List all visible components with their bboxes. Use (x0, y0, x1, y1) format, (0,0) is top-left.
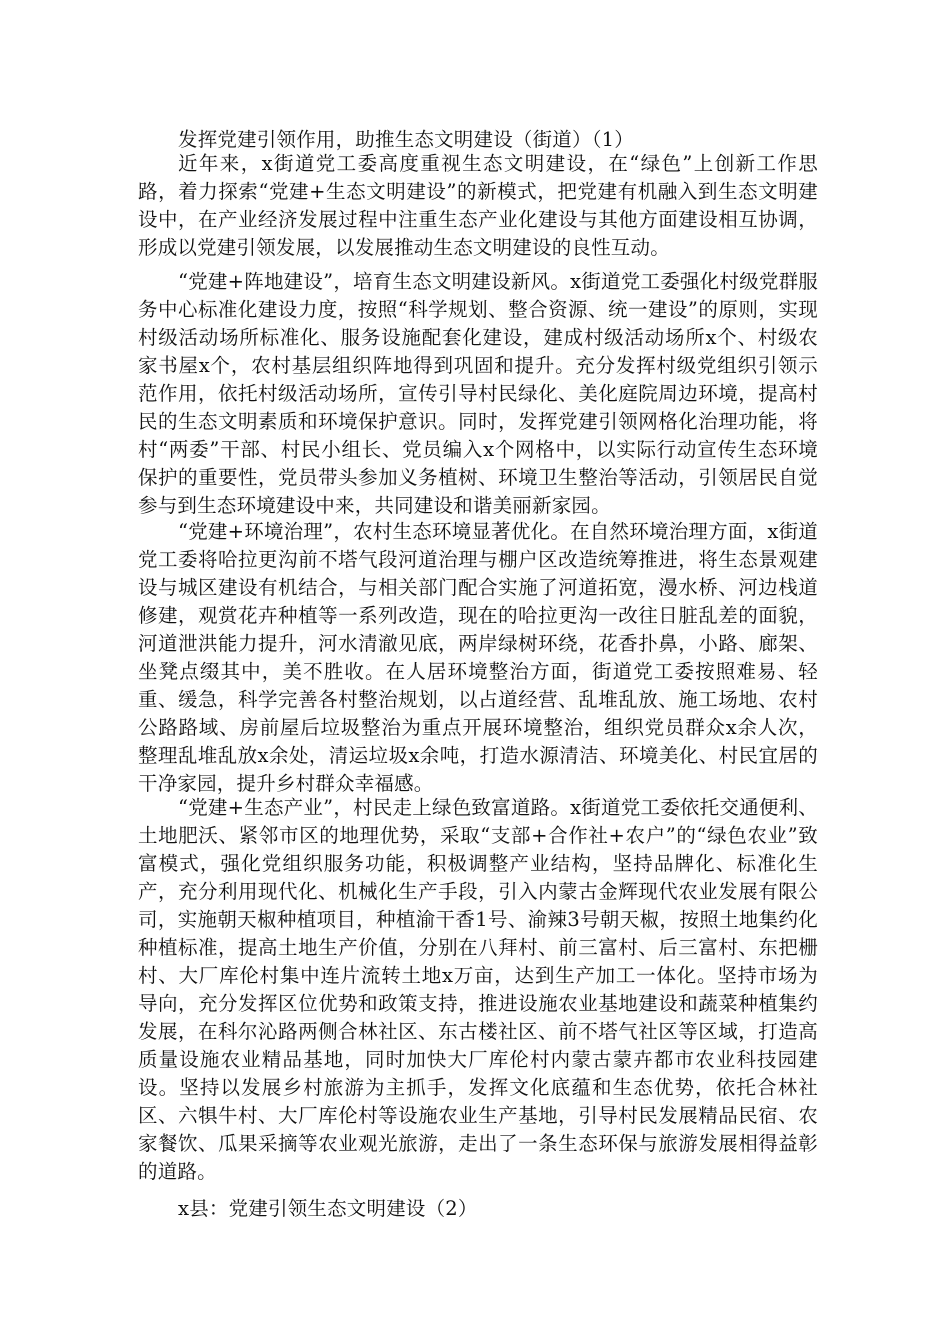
paragraph-environment-governance: “党建+环境治理”，农村生态环境显著优化。在自然环境治理方面，x街道党工委将哈拉更沟前不塔气段河道治理与棚户区改造统筹推进，将生态景观建设与城区建设有机结合，与相关部门配合实施了河道拓宽，漫水桥、河边栈道修建，观赏花卉种植等一系列改造，现在的哈拉更沟一改往日脏乱差的面貌，河道泄洪能力提升，河水清澈见底，两岸绿树环绕，花香扑鼻，小路、廊架、坐凳点缀其中，美不胜收。在人居环境整治方面，街道党工委按照难易、轻重、缓急，科学完善各村整治规划，以占道经营、乱堆乱放、施工场地、农村公路路域、房前屋后垃圾整治为重点开展环境整治，组织党员群众x余人次，整理乱堆乱放x余处，清运垃圾x余吨，打造水源清洁、环境美化、村民宜居的干净家园，提升乡村群众幸福感。 (138, 520, 818, 795)
document-title: 发挥党建引领作用，助推生态文明建设（街道）（1） (178, 128, 634, 151)
paragraph-intro: 近年来，x街道党工委高度重视生态文明建设，在“绿色”上创新工作思路，着力探索“党建+生态文明建设”的新模式，把党建有机融入到生态文明建设中，在产业经济发展过程中注重生态产业化建设与其他方面建设相互协调，形成以党建引领发展，以发展推动生态文明建设的良性互动。 (138, 152, 818, 259)
paragraph-position-building: “党建+阵地建设”，培育生态文明建设新风。x街道党工委强化村级党群服务中心标准化建设力度，按照“科学规划、整合资源、统一建设”的原则，实现村级活动场所标准化、服务设施配套化建设，建成村级活动场所x个、村级农家书屋x个，农村基层组织阵地得到巩固和提升。充分发挥村级党组织引领示范作用，依托村级活动场所，宣传引导村民绿化、美化庭院周边环境，提高村民的生态文明素质和环境保护意识。同时，发挥党建引领网格化治理功能，将村“两委”干部、村民小组长、党员编入x个网格中，以实际行动宣传生态环境保护的重要性，党员带头参加义务植树、环境卫生整治等活动，引领居民自觉参与到生态环境建设中来，共同建设和谐美丽新家园。 (138, 270, 818, 517)
paragraph-ecological-industry: “党建+生态产业”，村民走上绿色致富道路。x街道党工委依托交通便利、土地肥沃、紧邻市区的地理优势，采取“支部+合作社+农户”的“绿色农业”致富模式，强化党组织服务功能，积极调整产业结构，坚持品牌化、标准化生产，充分利用现代化、机械化生产手段，引入内蒙古金辉现代农业发展有限公司，实施朝天椒种植项目，种植渝干香1号、渝辣3号朝天椒，按照土地集约化种植标准，提高土地生产价值，分别在八拜村、前三富村、后三富村、东把栅村、大厂库伦村集中连片流转土地x万亩，达到生产加工一体化。坚持市场为导向，充分发挥区位优势和政策支持，推进设施农业基地建设和蔬菜种植集约发展，在科尔沁路两侧合林社区、东古楼社区、前不塔气社区等区域，打造高质量设施农业精品基地，同时加快大厂库伦村内蒙古蒙卉都市农业科技园建设。坚持以发展乡村旅游为主抓手，发挥文化底蕴和生态优势，依托合林社区、六犋牛村、大厂库伦村等设施农业生产基地，引导村民发展精品民宿、农家餐饮、瓜果采摘等农业观光旅游，走出了一条生态环保与旅游发展相得益彰的道路。 (138, 796, 818, 1183)
next-section-title: x县：党建引领生态文明建设（2） (178, 1197, 478, 1220)
